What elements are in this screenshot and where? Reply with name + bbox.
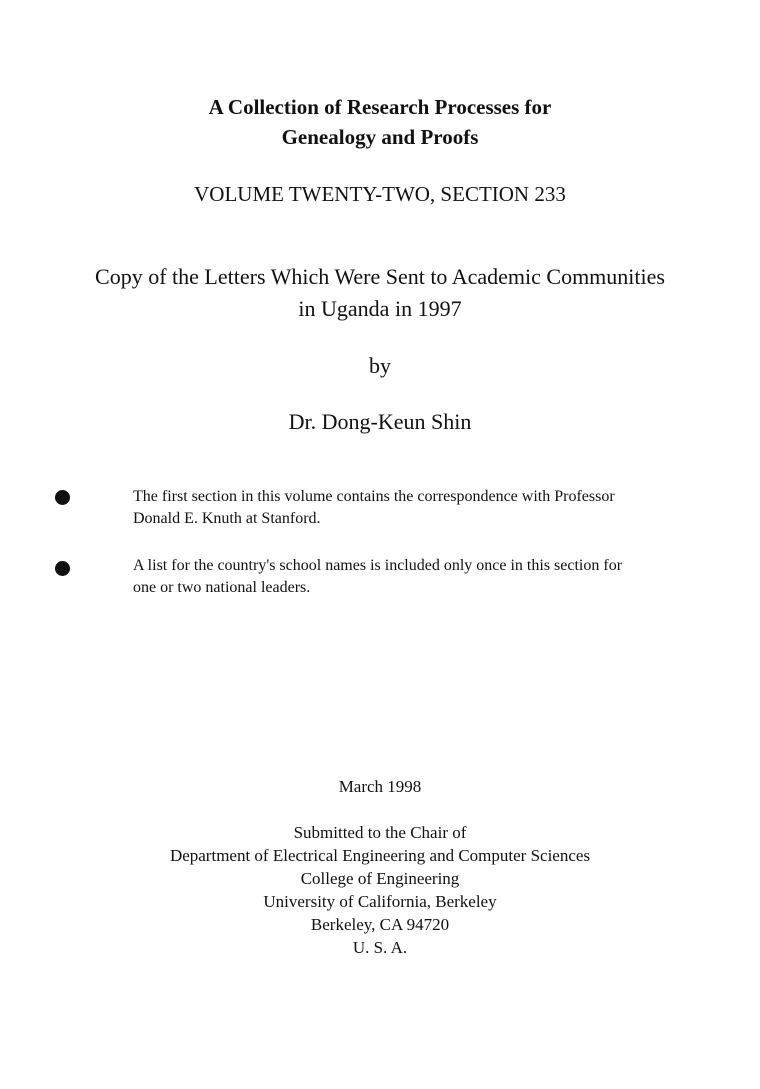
volume-heading: VOLUME TWENTY-TWO, SECTION 233	[194, 182, 566, 206]
college-line: College of Engineering	[300, 869, 460, 888]
bullet-icon	[55, 561, 70, 576]
date: March 1998	[338, 777, 422, 796]
submitted-line: Submitted to the Chair of	[293, 823, 467, 842]
title-line-1: A Collection of Research Processes for	[208, 95, 552, 119]
title-line-2: Genealogy and Proofs	[281, 125, 479, 149]
note-1-line-1: The first section in this volume contains the correspondence with Professor	[133, 488, 615, 505]
university-line: University of California, Berkeley	[263, 892, 497, 911]
note-2-line-1: A list for the country's school names is included only once in this section for	[133, 557, 623, 574]
department-line: Department of Electrical Engineering and Computer Sciences	[169, 846, 591, 865]
by-label: by	[369, 353, 391, 378]
note-2-line-2: one or two national leaders.	[133, 579, 311, 596]
address-line: Berkeley, CA 94720	[310, 915, 450, 934]
author-name: Dr. Dong-Keun Shin	[288, 409, 472, 434]
subtitle-line-2: in Uganda in 1997	[298, 296, 462, 321]
note-2	[133, 555, 723, 599]
note-1-line-2: Donald E. Knuth at Stanford.	[133, 510, 321, 527]
bullet-icon	[55, 490, 70, 505]
subtitle-line-1: Copy of the Letters Which Were Sent to Academic Communities	[95, 264, 665, 289]
note-1	[133, 486, 723, 530]
country-line: U. S. A.	[352, 938, 408, 957]
